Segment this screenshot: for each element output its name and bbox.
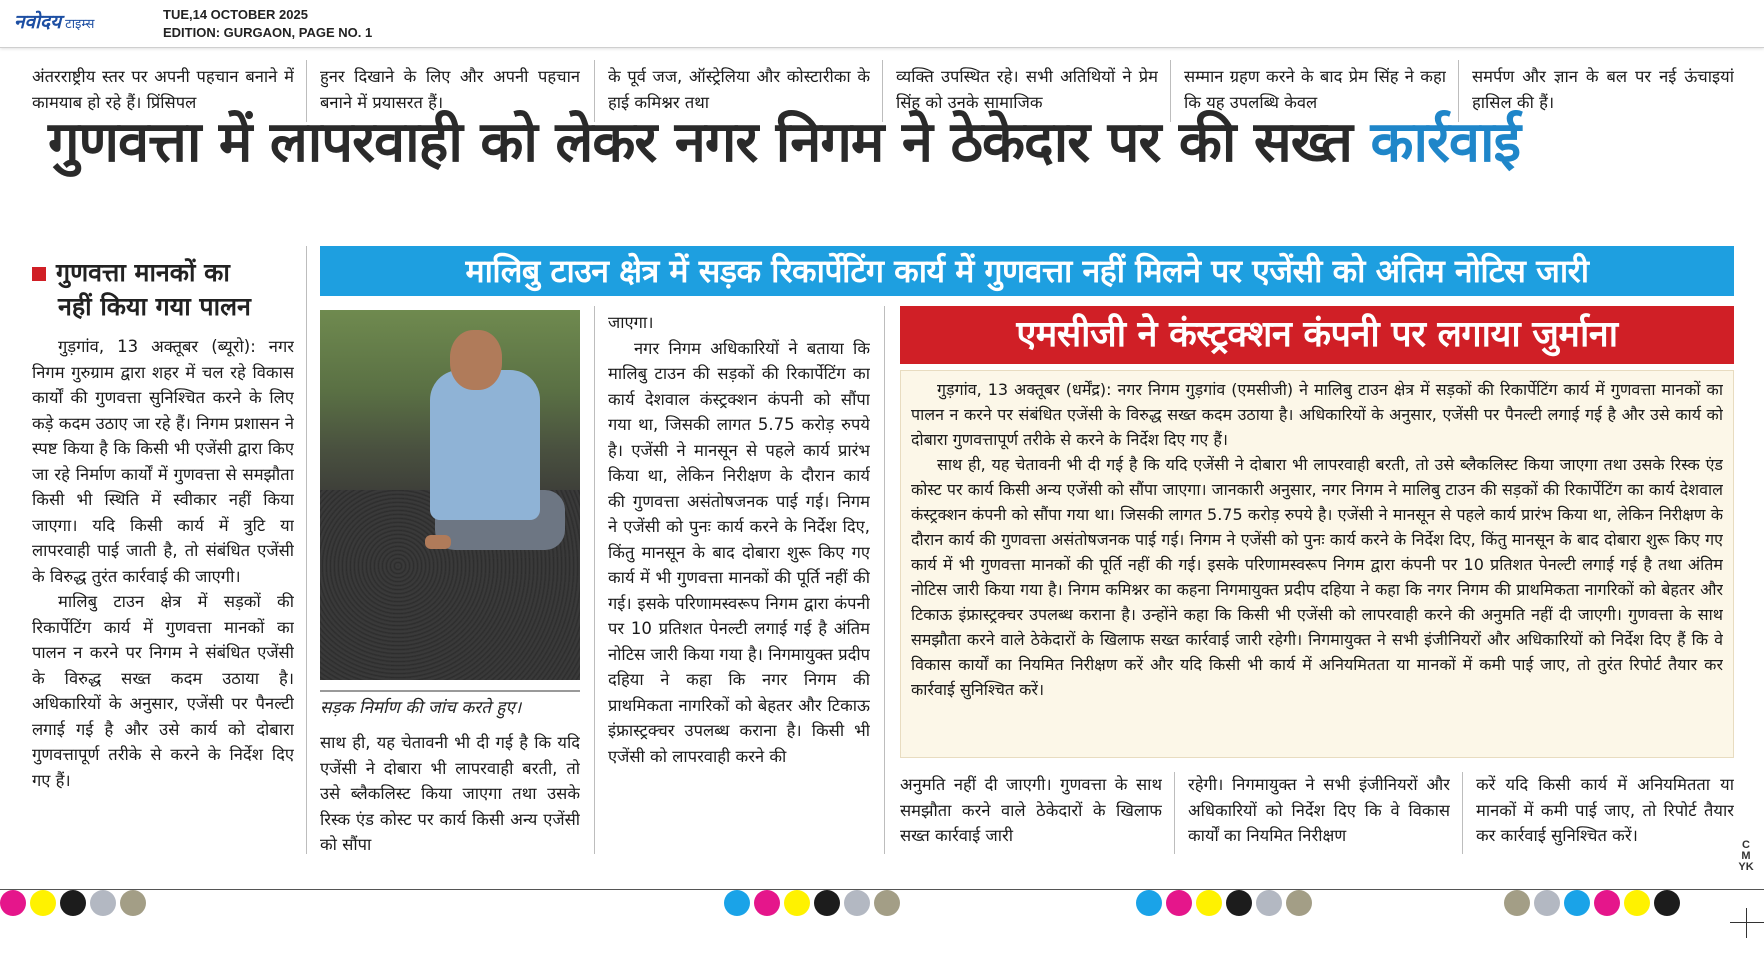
registration-strip-left bbox=[0, 890, 146, 918]
yellow-dot-icon bbox=[784, 890, 810, 916]
article-paragraph: जाएगा। bbox=[608, 313, 654, 332]
article-photo[interactable] bbox=[320, 310, 580, 680]
article-paragraph: मालिबु टाउन क्षेत्र में सड़कों की रिकार्पेटिंग कार्य में गुणवत्ता मानकों का पालन न करने पर निगम ने संबंधित एजेंसी के विरुद्ध सख्त कदम उठाया है। अधिकारियों के अनुसार, एजेंसी पर पैनल्टी लगाई गई है और उसे कार्य को दोबारा गुणवत्तापूर्ण तरीके से करने के निर्देश दिए गए हैं। bbox=[32, 592, 294, 790]
bottom-column-1: अनुमति नहीं दी जाएगी। गुणवत्ता के साथ समझौता करने वाले ठेकेदारों के खिलाफ सख्त कार्रवाई जारी bbox=[900, 775, 1162, 845]
cyan-dot-icon bbox=[1136, 890, 1162, 916]
prev-story-col-2: हुनर दिखाने के लिए और अपनी पहचान बनाने में प्रयासरत हैं। bbox=[320, 67, 580, 112]
date-line: TUE,14 OCTOBER 2025 bbox=[163, 7, 308, 22]
prev-story-col-1: अंतरराष्ट्रीय स्तर पर अपनी पहचान बनाने में कामयाब हो रहे हैं। प्रिंसिपल bbox=[32, 67, 294, 112]
registration-strip-right bbox=[1504, 890, 1680, 918]
photo-caption: सड़क निर्माण की जांच करते हुए। bbox=[320, 690, 580, 720]
tan-dot-icon bbox=[874, 890, 900, 916]
article-column-3 bbox=[608, 310, 870, 855]
photo-figure-head bbox=[450, 330, 502, 390]
yellow-dot-icon bbox=[1624, 890, 1650, 916]
tan-dot-icon bbox=[120, 890, 146, 916]
photo-figure-hand bbox=[425, 535, 451, 549]
black-dot-icon bbox=[814, 890, 840, 916]
kicker-line-2: नहीं किया गया पालन bbox=[58, 292, 251, 321]
subheadline-blue: मालिबु टाउन क्षेत्र में सड़क रिकार्पेटिंग कार्य में गुणवत्ता नहीं मिलने पर एजेंसी को अंतिम नोटिस जारी bbox=[320, 246, 1734, 296]
highlight-text bbox=[911, 377, 1723, 753]
logo-sub-text: टाइम्स bbox=[65, 16, 95, 31]
black-dot-icon bbox=[60, 890, 86, 916]
prev-story-col-5: सम्मान ग्रहण करने के बाद प्रेम सिंह ने कहा कि यह उपलब्धि केवल bbox=[1184, 67, 1446, 112]
bottom-column-2: रहेगी। निगमायुक्त ने सभी इंजीनियरों और अधिकारियों को निर्देश दिए कि वे विकास कार्यों का नियमित निरीक्षण bbox=[1188, 775, 1450, 845]
newspaper-logo[interactable] bbox=[14, 8, 94, 38]
article-column-2 bbox=[320, 730, 580, 855]
headline-accent-text: कार्रवाई bbox=[1370, 110, 1520, 175]
highlight-paragraph: साथ ही, यह चेतावनी भी दी गई है कि यदि एजेंसी ने दोबारा भी लापरवाही बरती, तो उसे ब्लैकलिस्ट किया जाएगा तथा उसके रिस्क एंड कोस्ट पर कार्य किसी अन्य एजेंसी को सौंपा जाएगा। जानकारी अनुसार, नगर निगम ने मालिबु टाउन की सड़कों की रिकार्पेटिंग का कार्य देशवाल कंस्ट्रक्शन कंपनी को सौंपा गया था। जिसकी लागत 5.75 करोड़ रुपये है। एजेंसी ने मानसून से पहले कार्य प्रारंभ किया था, लेकिन निरीक्षण के दौरान कार्य की गुणवत्ता असंतोषजनक पाई गई। निगम ने एजेंसी को पुनः कार्य करने के निर्देश दिए, किंतु मानसून के बाद दोबारा शुरू किए गए कार्य में भी गुणवत्ता मानकों की पूर्ति नहीं की गई। इसके परिणामस्वरूप निगम द्वारा कंपनी पर 10 प्रतिशत पेनल्टी लगाई गई है तथा अंतिम नोटिस जारी किया गया है। निगम कमिश्नर का कहना निगमायुक्त प्रदीप दहिया ने कहा कि नगर निगम की प्राथमिकता नागरिकों को बेहतर और टिकाऊ इंफ्रास्ट्रक्चर उपलब्ध कराना है। उन्होंने कहा कि किसी भी एजेंसी को लापरवाही करने की अनुमति नहीं दी जाएगी। गुणवत्ता के साथ समझौता करने वाले ठेकेदारों के खिलाफ सख्त कार्रवाई जारी रहेगी। निगमायुक्त ने सभी इंजीनियरों और अधिकारियों को निर्देश दिए हैं कि वे विकास कार्यों का नियमित निरीक्षण करें और यदि किसी भी कार्य में अनियमितता या मानकों में कमी पाई जाए, तो तुरंत रिपोर्ट तैयार कर कार्रवाई सुनिश्चित करें। bbox=[911, 455, 1723, 699]
bottom-column-3: करें यदि किसी कार्य में अनियमितता या मानकों में कमी पाई जाए, तो रिपोर्ट तैयार कर कार्रवाई सुनिश्चित करें। bbox=[1476, 775, 1734, 845]
prev-story-col-6: समर्पण और ज्ञान के बल पर नई ऊंचाइयां हासिल की हैं। bbox=[1472, 67, 1734, 112]
magenta-dot-icon bbox=[1594, 890, 1620, 916]
headline-main-text: गुणवत्ता में लापरवाही को लेकर नगर निगम ने ठेकेदार पर की सख्त bbox=[48, 110, 1352, 175]
logo-main-text: नवोदय bbox=[14, 11, 62, 33]
main-headline bbox=[48, 108, 1728, 178]
kicker-heading bbox=[32, 256, 294, 324]
gray-dot-icon bbox=[1534, 890, 1560, 916]
column-divider bbox=[1174, 772, 1175, 854]
column-divider bbox=[1462, 772, 1463, 854]
black-dot-icon bbox=[1226, 890, 1252, 916]
red-square-bullet-icon bbox=[32, 267, 46, 281]
gray-dot-icon bbox=[1256, 890, 1282, 916]
highlight-box bbox=[900, 370, 1734, 758]
article-paragraph: गुड़गांव, 13 अक्तूबर (ब्यूरो): नगर निगम गुरुग्राम द्वारा शहर में चल रहे विकास कार्यों की गुणवत्ता सुनिश्चित करने के लिए कड़े कदम उठाए जा रहे हैं। निगम प्रशासन ने स्पष्ट किया है कि किसी भी एजेंसी द्वारा किए जा रहे निर्माण कार्यों में गुणवत्ता से समझौता किसी भी स्थिति में स्वीकार नहीं किया जाएगा। यदि किसी कार्य में त्रुटि या लापरवाही पाई जाती है, तो संबंधित एजेंसी के विरुद्ध तुरंत कार्रवाई की जाएगी। bbox=[32, 337, 294, 586]
cyan-dot-icon bbox=[1564, 890, 1590, 916]
prev-story-col-4: व्यक्ति उपस्थित रहे। सभी अतिथियों ने प्रेम सिंह को उनके सामाजिक bbox=[896, 67, 1158, 112]
highlight-paragraph: गुड़गांव, 13 अक्तूबर (धर्मेंद्र): नगर निगम गुड़गांव (एमसीजी) ने मालिबु टाउन क्षेत्र में सड़कों की रिकार्पेटिंग कार्य में गुणवत्ता मानकों का पालन न करने पर संबंधित एजेंसी के विरुद्ध सख्त कदम उठाया है। अधिकारियों के अनुसार, एजेंसी पर पैनल्टी लगाई गई है और उसे कार्य को दोबारा गुणवत्तापूर्ण तरीके से करने के निर्देश दिए गए हैं। bbox=[911, 380, 1723, 449]
yellow-dot-icon bbox=[1196, 890, 1222, 916]
prev-story-col-3: के पूर्व जज, ऑस्ट्रेलिया और कोस्टारीका के हाई कमिश्नर तथा bbox=[608, 67, 870, 112]
gray-dot-icon bbox=[90, 890, 116, 916]
crop-mark-icon bbox=[1730, 922, 1764, 923]
registration-strip-right-center bbox=[1136, 890, 1312, 918]
magenta-dot-icon bbox=[1166, 890, 1192, 916]
tan-dot-icon bbox=[1286, 890, 1312, 916]
edition-line: EDITION: GURGAON, PAGE NO. 1 bbox=[163, 25, 373, 40]
column-divider bbox=[594, 306, 595, 854]
crop-mark-icon bbox=[1746, 908, 1747, 938]
photo-figure-body bbox=[430, 370, 540, 520]
article-column-1 bbox=[32, 334, 294, 854]
magenta-dot-icon bbox=[0, 890, 26, 916]
subheadline-red: एमसीजी ने कंस्ट्रक्शन कंपनी पर लगाया जुर्माना bbox=[900, 306, 1734, 364]
cyan-dot-icon bbox=[724, 890, 750, 916]
black-dot-icon bbox=[1654, 890, 1680, 916]
tan-dot-icon bbox=[1504, 890, 1530, 916]
yellow-dot-icon bbox=[30, 890, 56, 916]
gray-dot-icon bbox=[844, 890, 870, 916]
article-paragraph: नगर निगम अधिकारियों ने बताया कि मालिबु टाउन की सड़कों की रिकार्पेटिंग का कार्य देशवाल कंस्ट्रक्शन कंपनी को सौंपा गया था, जिसकी लागत 5.75 करोड़ रुपये है। एजेंसी ने मानसून से पहले कार्य प्रारंभ किया था, लेकिन निरीक्षण के दौरान कार्य की गुणवत्ता असंतोषजनक पाई गई। निगम ने एजेंसी को पुनः कार्य करने के निर्देश दिए, किंतु मानसून के बाद दोबारा शुरू किए गए कार्य में भी गुणवत्ता मानकों की पूर्ति नहीं की गई। इसके परिणामस्वरूप निगम द्वारा कंपनी पर 10 प्रतिशत पेनल्टी लगाई गई है अंतिम नोटिस जारी किया गया है। निगमायुक्त प्रदीप दहिया ने कहा कि नगर निगम की प्राथमिकता नागरिकों को बेहतर और टिकाऊ इंफ्रास्ट्रक्चर उपलब्ध कराना है। किसी भी एजेंसी को लापरवाही करने की bbox=[608, 338, 870, 766]
column-divider bbox=[884, 306, 885, 854]
kicker-line-1: गुणवत्ता मानकों का bbox=[56, 258, 230, 287]
masthead-bar bbox=[0, 0, 1764, 48]
registration-strip-center bbox=[724, 890, 900, 918]
edition-info bbox=[163, 6, 372, 42]
column-divider bbox=[306, 246, 307, 854]
article-paragraph: साथ ही, यह चेतावनी भी दी गई है कि यदि एजेंसी ने दोबारा भी लापरवाही बरती, तो उसे ब्लैकलिस्ट किया जाएगा तथा उसके रिस्क एंड कोस्ट पर कार्य किसी अन्य एजेंसी को सौंपा bbox=[320, 733, 580, 854]
magenta-dot-icon bbox=[754, 890, 780, 916]
cmyk-label: CMYK bbox=[1738, 839, 1754, 873]
